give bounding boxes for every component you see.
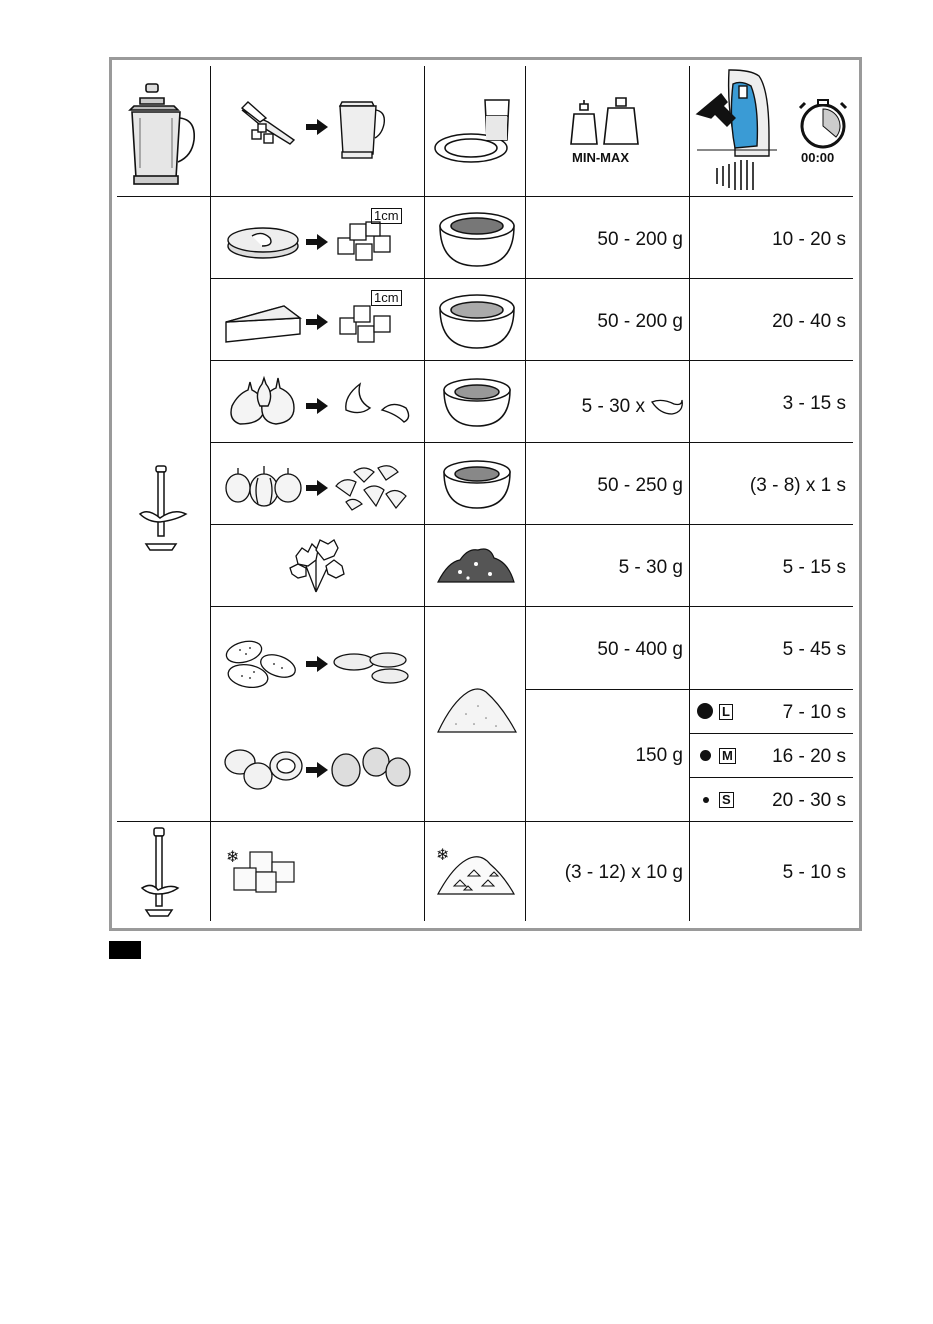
blade-icon (136, 466, 188, 554)
garlic-clove-icon (650, 396, 684, 416)
arrow-right-icon (306, 762, 328, 778)
weight-range-label: MIN-MAX (572, 150, 630, 165)
cubes-icon (334, 218, 398, 266)
amount-garlic: 5 - 30 x (581, 396, 645, 417)
size-dot-large (697, 703, 713, 719)
bowl-icon (438, 292, 516, 350)
hand-blender-button-icon (695, 70, 785, 190)
amount-onion: 50 - 250 g (597, 475, 683, 496)
svg-text:❄: ❄ (436, 845, 450, 864)
divider (210, 524, 853, 525)
size-badge-medium: M (719, 747, 736, 765)
amount-hazelnuts: 150 g (635, 745, 683, 766)
time-almonds: 5 - 45 s (782, 639, 846, 660)
amount-almonds: 50 - 400 g (597, 639, 683, 660)
plate-glass-icon (433, 96, 513, 164)
divider (689, 66, 690, 921)
size-badge-small: S (719, 791, 734, 809)
weights-icon (570, 96, 646, 150)
arrow-right-icon (306, 234, 328, 250)
divider (210, 66, 211, 921)
divider (210, 442, 853, 443)
knife-cubes-icon (238, 96, 300, 148)
divider (424, 66, 425, 921)
crushed-ice-icon (434, 846, 518, 898)
amount-ice: (3 - 12) x 10 g (564, 862, 683, 883)
bowl-icon (442, 376, 512, 428)
bowl-icon (442, 458, 512, 510)
onion-icon (224, 464, 304, 508)
divider (689, 733, 853, 734)
arrow-right-icon (306, 398, 328, 414)
garlic-icon (226, 376, 306, 428)
divider (525, 66, 526, 921)
arrow-right-icon (306, 314, 328, 330)
almond-slices-icon (332, 648, 410, 686)
time-nuts-small: 20 - 30 s (772, 790, 846, 811)
arrow-right-icon (306, 480, 328, 496)
hazelnut-halves-icon (330, 746, 412, 788)
divider (117, 196, 853, 197)
divider (210, 278, 853, 279)
size-tag: 1cm (371, 207, 402, 225)
parsley-icon (286, 536, 348, 594)
blender-jug-icon (336, 96, 386, 160)
amount-parsley: 5 - 30 g (618, 557, 683, 578)
amount-meat: 50 - 200 g (597, 229, 683, 250)
ice-cube-icon (224, 846, 300, 896)
time-garlic: 3 - 15 s (782, 393, 846, 414)
bowl-icon (438, 210, 516, 268)
blender-jug-icon (128, 78, 200, 190)
meat-icon (226, 224, 300, 260)
garlic-clove-icon (342, 380, 412, 424)
onion-pieces-icon (332, 458, 410, 512)
size-badge-large: L (719, 703, 733, 721)
time-nuts-medium: 16 - 20 s (772, 746, 846, 767)
arrow-right-icon (306, 656, 328, 672)
cheese-icon (224, 302, 302, 344)
powder-icon (436, 684, 518, 736)
time-parsley: 5 - 15 s (782, 557, 846, 578)
arrow-right-icon (306, 119, 328, 135)
time-nuts-large: 7 - 10 s (782, 702, 846, 723)
time-cheese: 20 - 40 s (772, 311, 846, 332)
language-marker (109, 941, 141, 959)
divider (689, 777, 853, 778)
divider (210, 360, 853, 361)
size-dot-medium (700, 750, 711, 761)
divider (525, 689, 853, 690)
svg-text:❄: ❄ (226, 847, 240, 866)
size-tag: 1cm (371, 289, 402, 307)
chopped-herbs-icon (436, 546, 516, 586)
divider (210, 606, 853, 607)
divider (117, 821, 853, 822)
time-meat: 10 - 20 s (772, 229, 846, 250)
hazelnut-icon (222, 744, 306, 792)
ice-blade-icon (138, 828, 186, 918)
almond-icon (222, 634, 302, 692)
time-ice: 5 - 10 s (782, 862, 846, 883)
size-dot-small (703, 797, 709, 803)
time-onion: (3 - 8) x 1 s (749, 475, 846, 496)
timer-label: 00:00 (801, 150, 835, 165)
stopwatch-icon (796, 96, 850, 150)
amount-cheese: 50 - 200 g (597, 311, 683, 332)
cubes-icon (334, 300, 398, 348)
